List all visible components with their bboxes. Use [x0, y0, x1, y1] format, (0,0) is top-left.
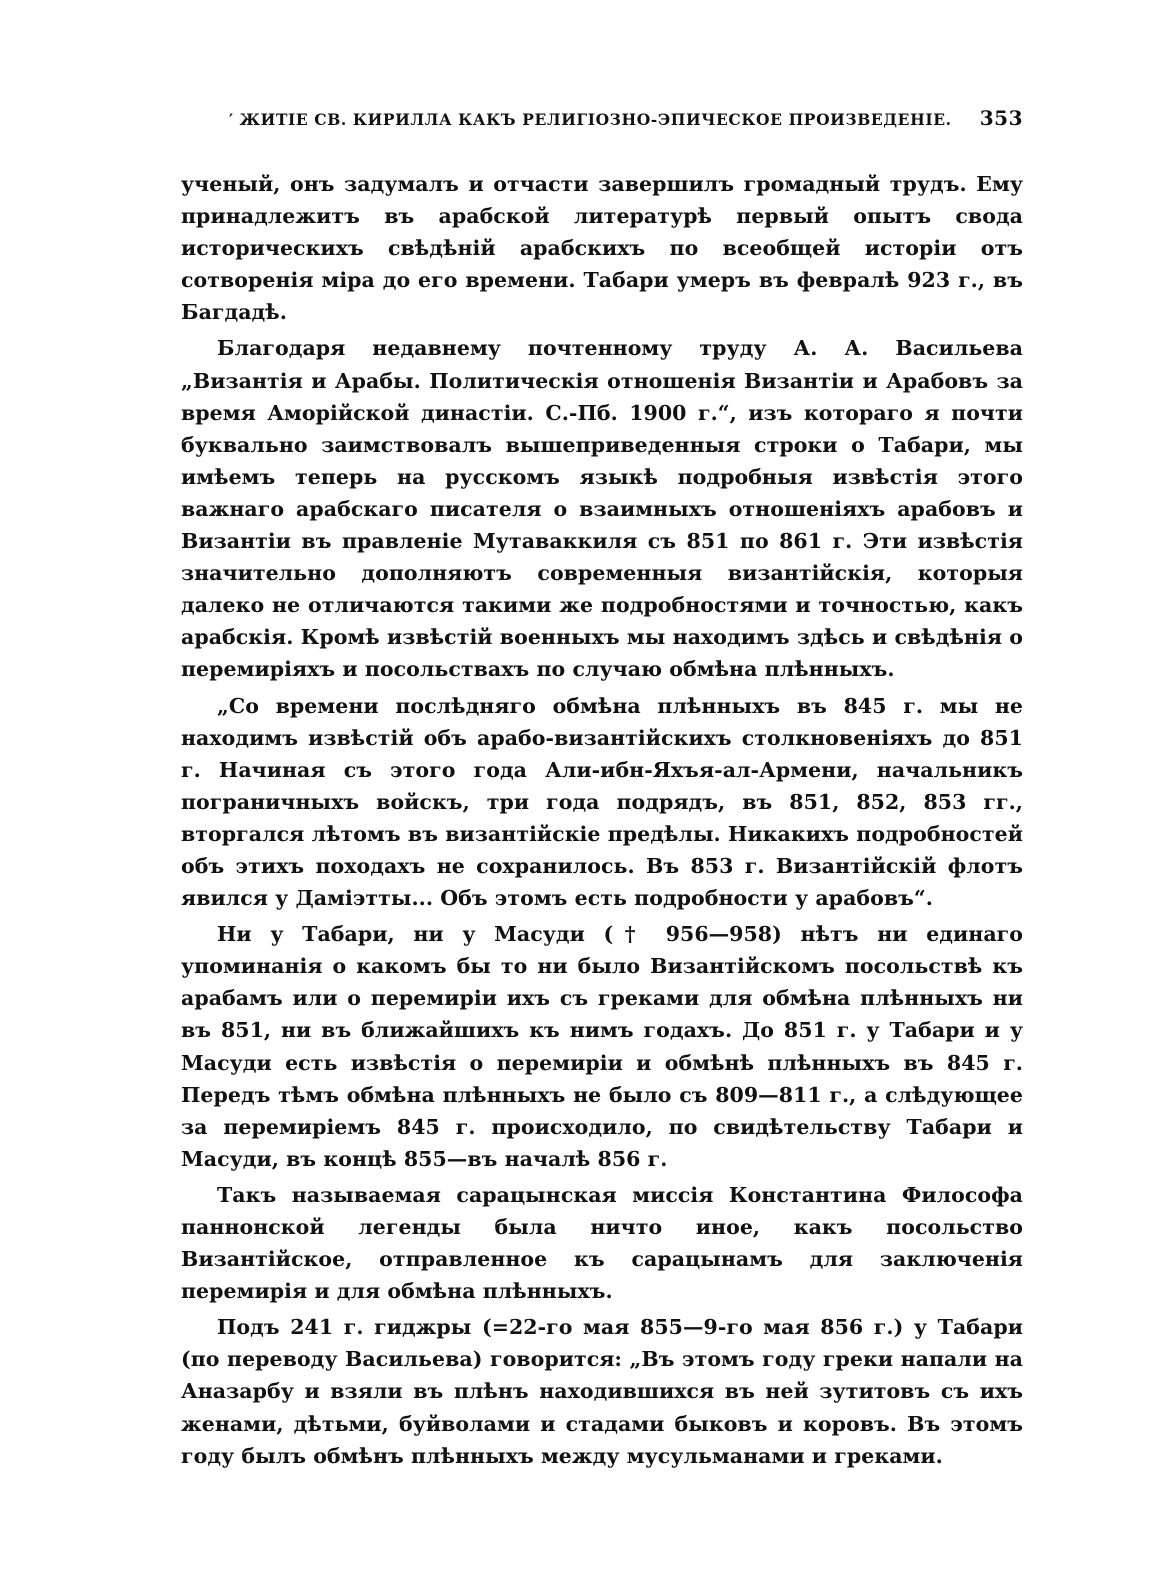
body-text: [181, 168, 1023, 1472]
page-number: 353: [979, 106, 1023, 130]
paragraph: Такъ называемая сарацынская миссія Константина Философа паннонской легенды была ничто иное, какъ посольство Византійское, отправленное къ сарацынамъ для заключенія перемирія и для обмѣна плѣнныхъ.: [181, 1182, 1023, 1304]
paragraph: Подъ 241 г. гиджры (=22-го мая 855—9-го мая 856 г.) у Табари (по переводу Васильева) говорится: „Въ этомъ году греки напали на Аназарбу и взяли въ плѣнъ находившихся въ ней зутитовъ съ ихъ женами, дѣтьми, буйволами и стадами быковъ и коровъ. Въ этомъ году былъ обмѣнъ плѣнныхъ между мусульманами и греками.: [181, 1315, 1023, 1468]
paragraph: ученый, онъ задумалъ и отчасти завершилъ громадный трудъ. Ему принадлежитъ въ арабской литературѣ первый опытъ свода историческихъ свѣдѣній арабскихъ по всеобщей исторіи отъ сотворенія міра до его времени. Табари умеръ въ февралѣ 923 г., въ Багдадѣ.: [181, 172, 1023, 325]
paragraph: Благодаря недавнему почтенному труду А. А. Васильева „Византія и Арабы. Политическія отношенія Византіи и Арабовъ за время Аморійской династіи. С.-Пб. 1900 г.“, изъ котораго я почти буквально заимствовалъ вышеприведенныя строки о Табари, мы имѣемъ теперь на русскомъ языкѣ подробныя извѣстія этого важнаго арабскаго писателя о взаимныхъ отношеніяхъ арабовъ и Византіи въ правленіе Мутаваккиля съ 851 по 861 г. Эти извѣстія значительно дополняютъ современныя византійскія, которыя далеко не отличаются такими же подробностями и точностью, какъ арабскія. Кромѣ извѣстій военныхъ мы находимъ здѣсь и свѣдѣнія о перемиріяхъ и посольствахъ по случаю обмѣна плѣнныхъ.: [181, 336, 1023, 682]
book-page: [181, 106, 1023, 1476]
running-title: ′ ЖИТІЕ СВ. КИРИЛЛА КАКЪ РЕЛИГІОЗНО-ЭПИЧЕСКОЕ ПРОИЗВЕДЕНІЕ.: [229, 110, 952, 129]
paragraph: Ни у Табари, ни у Масуди († 956—958) нѣтъ ни единаго упоминанія о какомъ бы то ни было Византійскомъ посольствѣ къ арабамъ или о перемиріи ихъ съ греками для обмѣна плѣнныхъ ни въ 851, ни въ ближайшихъ къ нимъ годахъ. До 851 г. у Табари и у Масуди есть извѣстія о перемиріи и обмѣнѣ плѣнныхъ въ 845 г. Передъ тѣмъ обмѣна плѣнныхъ не было съ 809—811 г., а слѣдующее за перемиріемъ 845 г. происходило, по свидѣтельству Табари и Масуди, въ концѣ 855—въ началѣ 856 г.: [181, 922, 1023, 1171]
quotation-paragraph: „Со времени послѣдняго обмѣна плѣнныхъ въ 845 г. мы не находимъ извѣстій объ арабо-византійскихъ столкновеніяхъ до 851 г. Начиная съ этого года Али-ибн-Яхъя-ал-Армени, начальникъ пограничныхъ войскъ, три года подрядъ, въ 851, 852, 853 гг., вторгался лѣтомъ въ византійскіе предѣлы. Никакихъ подробностей объ этихъ походахъ не сохранилось. Въ 853 г. Византійскій флотъ явился у Даміэтты... Объ этомъ есть подробности у арабовъ“.: [181, 693, 1023, 911]
running-head: [229, 106, 1023, 140]
